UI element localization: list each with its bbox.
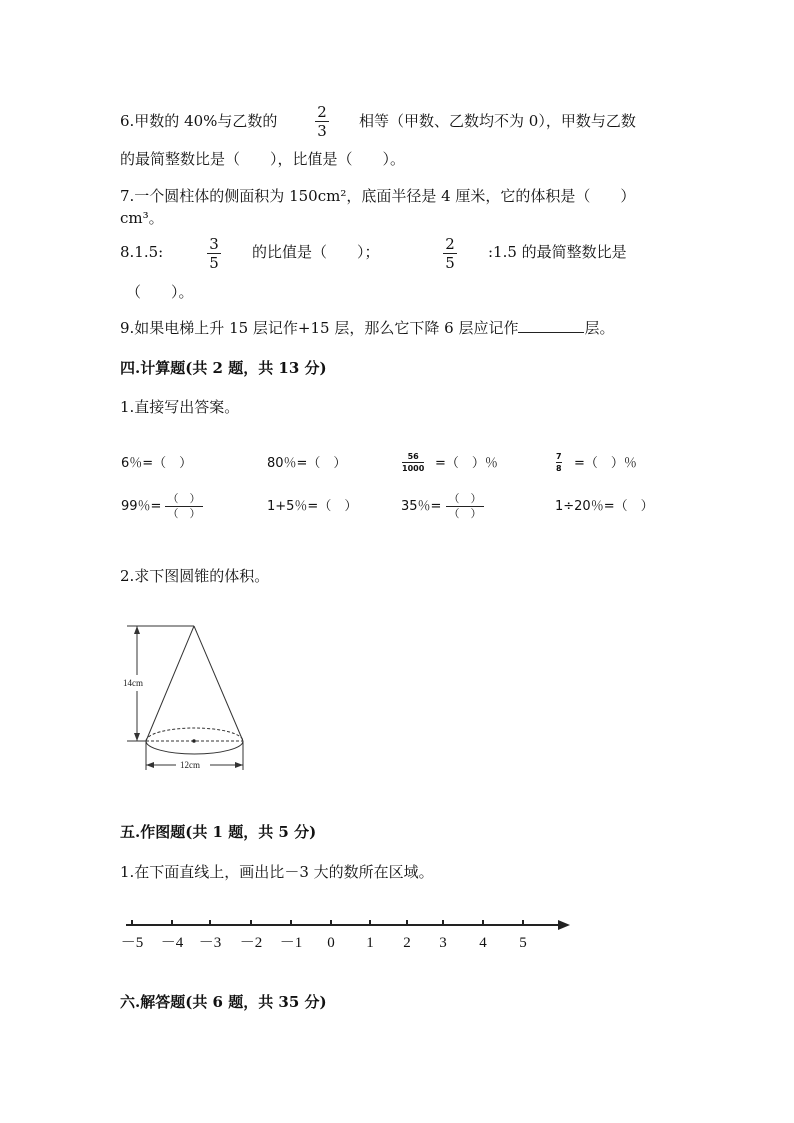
calc-r2c3-denominator: （ ） (448, 507, 482, 520)
calc-r2c3-fraction (446, 493, 484, 520)
cone-figure (118, 618, 258, 778)
q7-line2: cm³。 (120, 209, 164, 227)
number-line-label: －2 (239, 935, 263, 951)
q9-text-a: 9.如果电梯上升 15 层记作+15 层，那么它下降 6 层应记作 (120, 319, 519, 337)
section5-title: 五.作图题(共 1 题，共 5 分) (120, 823, 317, 841)
q7-line1: 7.一个圆柱体的侧面积为 150cm²，底面半径是 4 厘米，它的体积是（ ） (120, 187, 636, 205)
calc-r2c1-denominator: （ ） (167, 507, 201, 520)
calc-r2c1-fraction (165, 493, 203, 520)
calc-r2c1-numerator: （ ） (167, 492, 201, 505)
calc-r1c3-numerator: 56 (407, 452, 419, 461)
q8-fraction-1-numerator: 3 (209, 235, 219, 253)
q6-line2: 的最简整数比是（ ），比值是（ ）。 (120, 150, 406, 168)
cone-left-side (146, 626, 194, 741)
q6-text-a: 6.甲数的 40%与乙数的 (120, 112, 278, 130)
width-arrow-right (235, 762, 243, 768)
q8-text-a: 8.1.5: (120, 243, 164, 261)
q8-fraction-2-numerator: 2 (445, 235, 455, 253)
width-arrow-left (146, 762, 154, 768)
q9-text-b: 层。 (584, 319, 615, 337)
calc-r1c3-rest: =（ ）％ (435, 456, 498, 471)
calc-r2c3-numerator: （ ） (448, 492, 482, 505)
calc-r1c2: 80％=（ ） (267, 456, 347, 471)
q8-fraction-1 (207, 236, 221, 271)
section4-q1: 1.直接写出答案。 (120, 398, 240, 416)
calc-r1c4-fraction (556, 452, 562, 473)
cone-right-side (194, 626, 243, 741)
q8-text-b: 的比值是（ ）； (252, 243, 380, 261)
calc-r1c3-fraction (402, 452, 424, 473)
cone-base-front (146, 741, 243, 754)
cone-height-label: 14cm (123, 678, 143, 688)
calc-r2c3: 35％= (401, 499, 442, 514)
q9-text (120, 319, 614, 337)
calc-r1c4-rest: =（ ）％ (574, 456, 637, 471)
q8-line2: （ ）。 (126, 283, 194, 301)
number-line-label: 3 (439, 935, 447, 951)
height-arrow-top (134, 626, 140, 634)
q6-fraction (315, 104, 329, 139)
q6-fraction-denominator: 3 (317, 122, 327, 140)
calc-r1c3-denominator: 1000 (402, 464, 425, 473)
number-line-label: －5 (120, 935, 144, 951)
number-line-arrow (558, 920, 570, 930)
calc-r2c2: 1+5％=（ ） (267, 499, 358, 514)
q8-fraction-2 (443, 236, 457, 271)
q8-fraction-1-denominator: 5 (209, 254, 219, 272)
number-line-label: －1 (279, 935, 303, 951)
calc-r2c1: 99％= (121, 499, 162, 514)
section6-title: 六.解答题(共 6 题，共 35 分) (120, 993, 327, 1011)
number-line-label: 2 (403, 935, 411, 951)
q6-fraction-numerator: 2 (317, 103, 327, 121)
number-line-label: 0 (327, 935, 335, 951)
number-line-label: 1 (366, 935, 374, 951)
section4-q2: 2.求下图圆锥的体积。 (120, 567, 270, 585)
section5-q1: 1.在下面直线上，画出比－3 大的数所在区域。 (120, 863, 434, 881)
number-line-label: －4 (160, 935, 184, 951)
section4-title: 四.计算题(共 2 题，共 13 分) (120, 359, 327, 377)
calc-r1c4-numerator: 7 (556, 452, 562, 461)
number-line-label: －3 (198, 935, 222, 951)
cone-diameter-label: 12cm (180, 760, 200, 770)
number-line-label: 5 (519, 935, 527, 951)
calc-r1c1: 6％=（ ） (121, 456, 193, 471)
q8-text-c: :1.5 的最简整数比是 (488, 243, 627, 261)
number-line[interactable] (115, 910, 575, 960)
q6-text-b: 相等（甲数、乙数均不为 0），甲数与乙数 (359, 112, 636, 130)
calc-r2c4: 1÷20％=（ ） (555, 499, 654, 514)
height-arrow-bottom (134, 733, 140, 741)
cone-base-center (192, 739, 196, 743)
q8-fraction-2-denominator: 5 (445, 254, 455, 272)
cone-base-back (146, 728, 243, 741)
number-line-label: 4 (479, 935, 487, 951)
q9-answer-blank[interactable] (518, 319, 584, 333)
calc-r1c4-denominator: 8 (556, 464, 562, 473)
